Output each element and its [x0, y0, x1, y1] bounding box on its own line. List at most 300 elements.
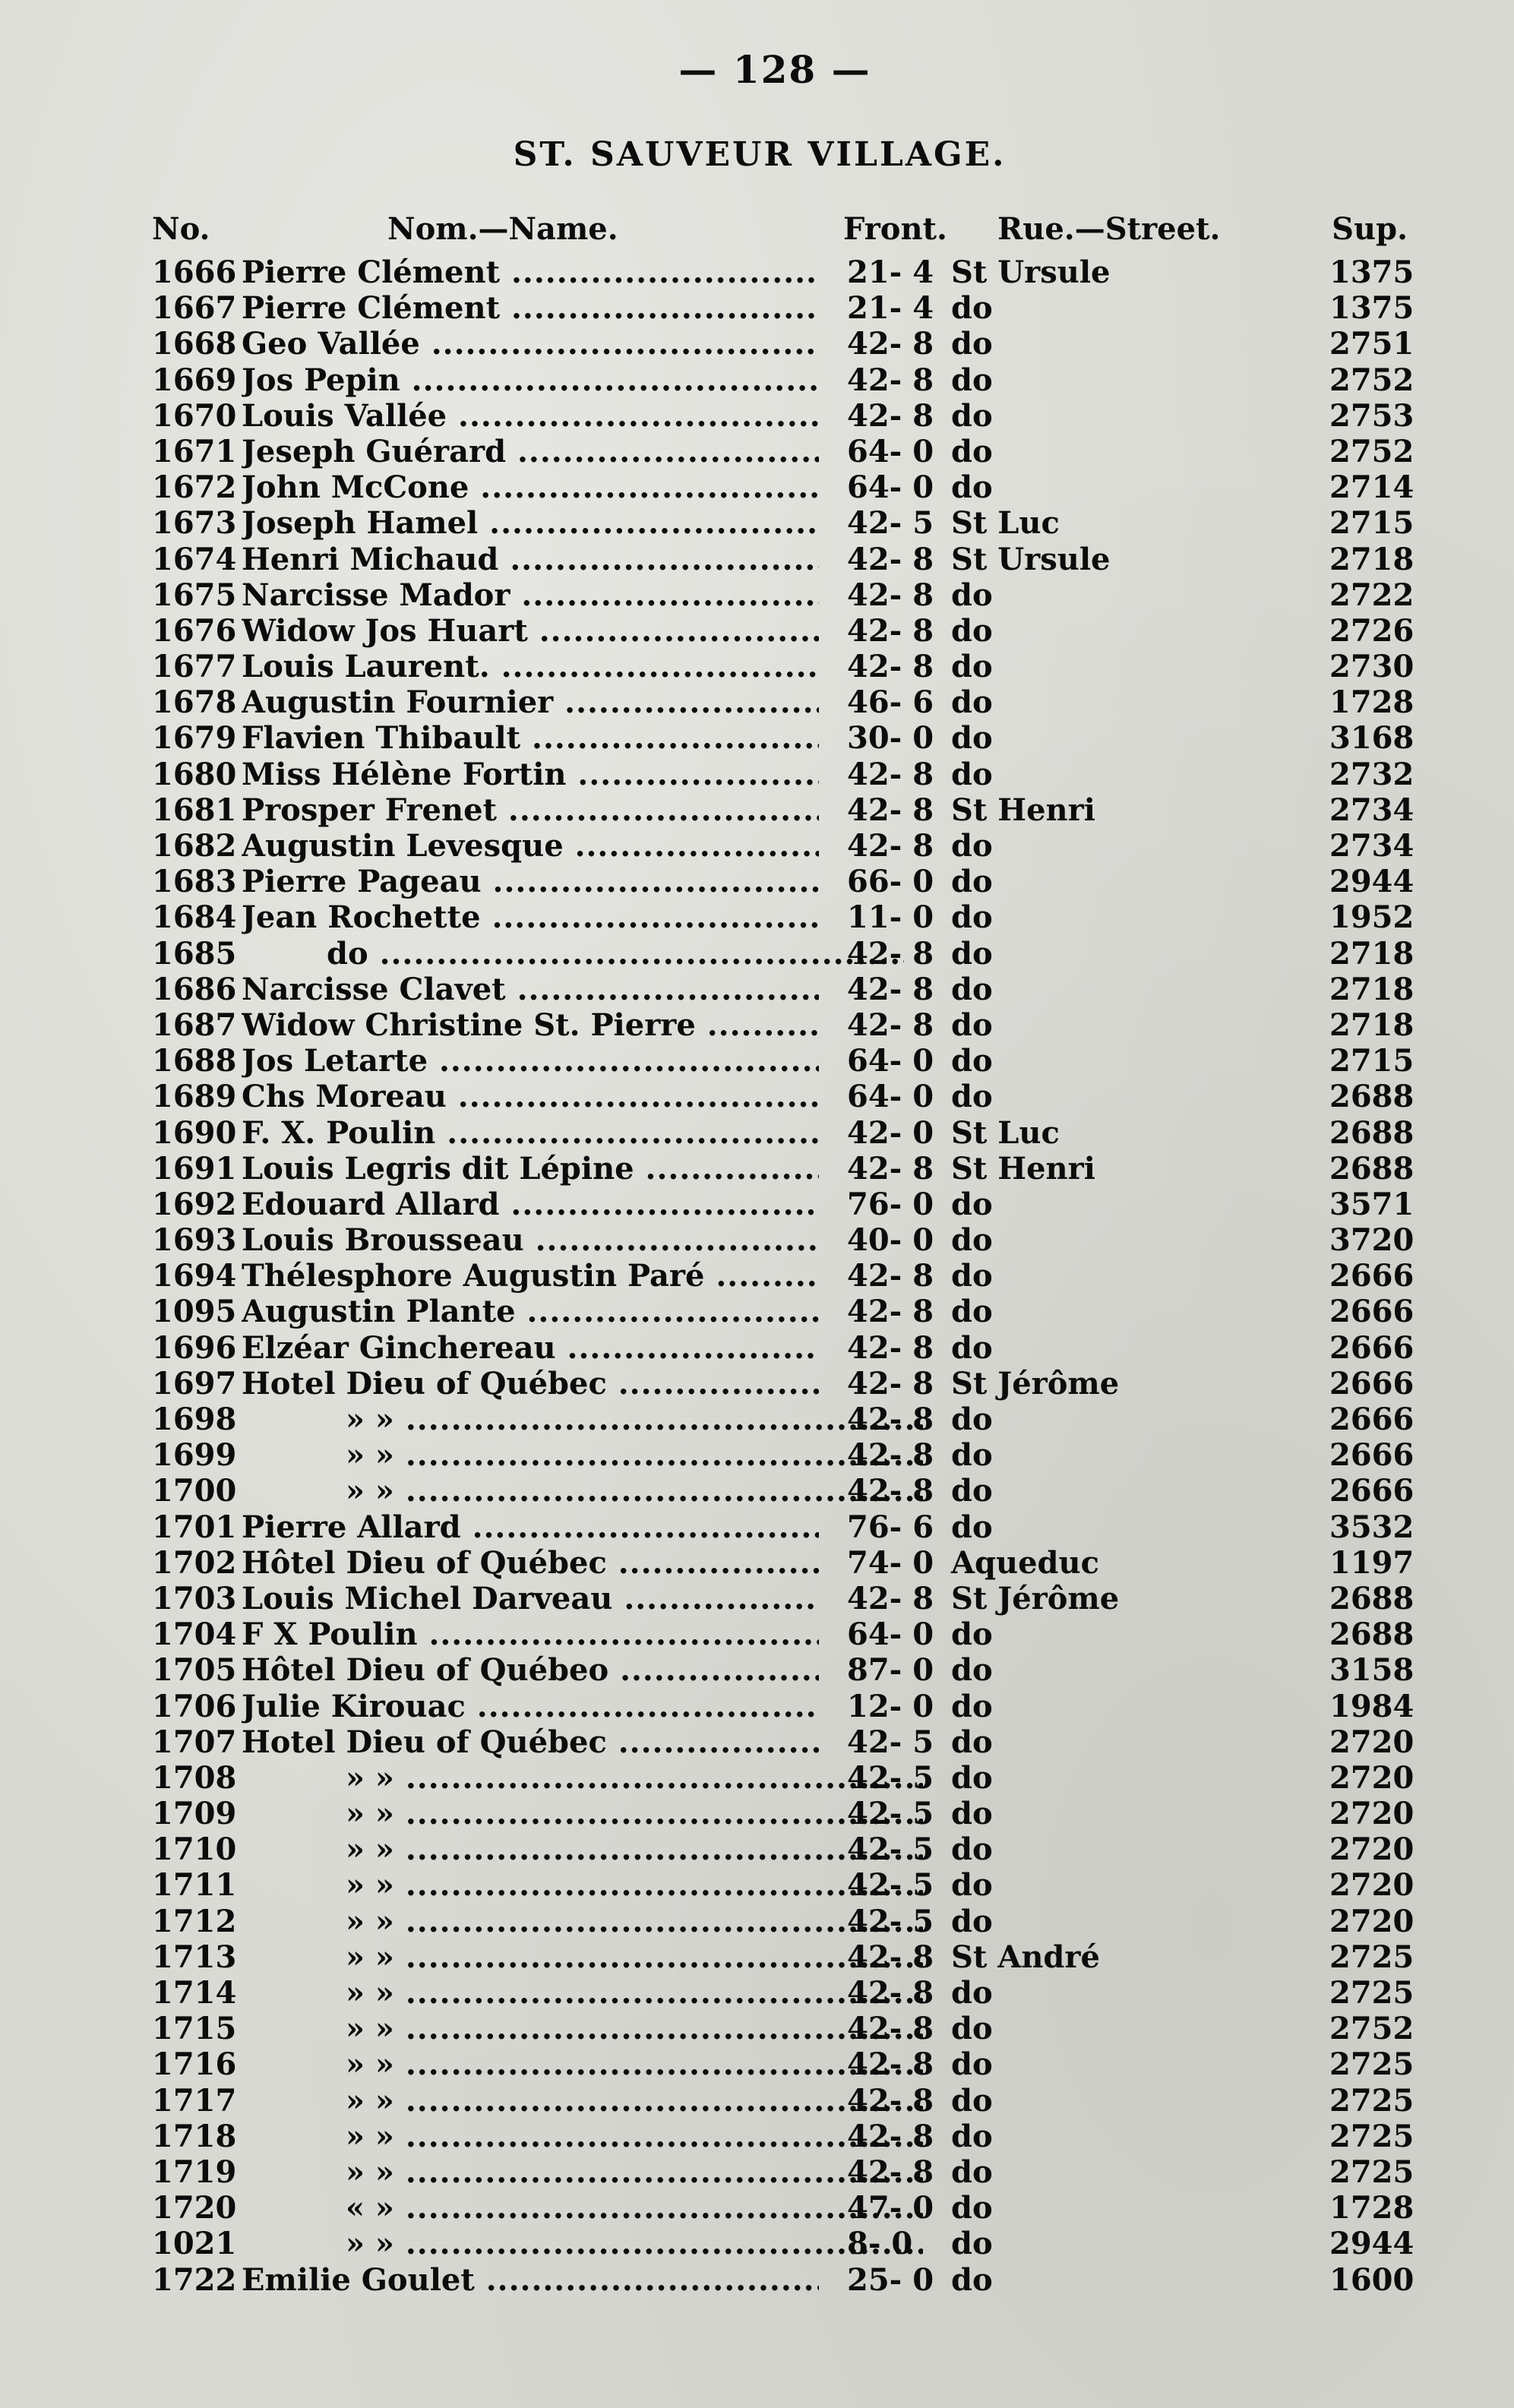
- row-street: do: [951, 1402, 993, 1437]
- row-sup: 2666: [1329, 1294, 1414, 1330]
- row-sup: 2720: [1329, 1796, 1414, 1832]
- row-front: 11- 0: [847, 899, 934, 936]
- table-row: [0, 2262, 1514, 2298]
- row-street: do: [951, 1509, 993, 1545]
- row-front: 42- 8: [847, 1294, 934, 1330]
- row-street: St Henri: [951, 792, 1095, 828]
- row-name: Henri Michaud .....: [242, 542, 819, 577]
- row-street: St Luc: [951, 505, 1060, 542]
- row-sup: 2666: [1329, 1258, 1414, 1294]
- table-row: [0, 2226, 1514, 2261]
- table-row: [0, 1007, 1514, 1043]
- row-street: do: [951, 2082, 993, 2119]
- row-sup: 2726: [1329, 612, 1414, 649]
- table-row: [0, 1151, 1514, 1187]
- row-street: St Jérôme: [951, 1365, 1120, 1402]
- row-sup: 2722: [1329, 577, 1414, 613]
- row-number: 1710: [152, 1831, 237, 1868]
- row-name: » » .....: [346, 1760, 923, 1796]
- row-number: 1701: [152, 1509, 237, 1545]
- row-sup: 2720: [1329, 1724, 1414, 1760]
- row-street: do: [951, 684, 993, 721]
- row-street: do: [951, 469, 993, 506]
- table-row: [0, 792, 1514, 828]
- row-number: 1675: [152, 577, 237, 613]
- row-front: 42- 0: [847, 1114, 934, 1151]
- table-row: [0, 1402, 1514, 1437]
- row-number: 1679: [152, 720, 237, 757]
- row-front: 21- 4: [847, 254, 934, 290]
- row-front: 42- 8: [847, 397, 934, 434]
- row-number: 1714: [152, 1975, 237, 2011]
- row-sup: 2725: [1329, 1939, 1414, 1975]
- table-row: [0, 1939, 1514, 1975]
- row-number: 1705: [152, 1652, 237, 1689]
- page-title: ST. SAUVEUR VILLAGE.: [513, 135, 1007, 174]
- table-row: [0, 1616, 1514, 1652]
- table-row: [0, 649, 1514, 684]
- row-sup: 2666: [1329, 1329, 1414, 1366]
- row-sup: 2752: [1329, 433, 1414, 469]
- row-name: Narcisse Clavet .....: [242, 972, 819, 1007]
- row-name: Louis Laurent. .....: [242, 649, 819, 684]
- row-street: do: [951, 1006, 993, 1043]
- row-street: do: [951, 1796, 993, 1832]
- column-header-sup: Sup.: [1332, 211, 1408, 247]
- row-name: Pierre Pageau .....: [242, 864, 819, 899]
- row-front: 42- 8: [847, 971, 934, 1007]
- table-row: [0, 1904, 1514, 1939]
- row-name: Flavien Thibault .....: [242, 720, 819, 756]
- row-sup: 3532: [1329, 1509, 1414, 1545]
- row-number: 1719: [152, 2154, 237, 2190]
- row-number: 1671: [152, 433, 237, 469]
- row-front: 42- 8: [847, 326, 934, 362]
- row-front: 42- 8: [847, 1437, 934, 1474]
- table-row: [0, 1115, 1514, 1151]
- row-street: do: [951, 1616, 993, 1653]
- row-number: 1713: [152, 1939, 237, 1975]
- table-row: [0, 720, 1514, 756]
- row-street: do: [951, 649, 993, 685]
- row-sup: 1375: [1329, 290, 1414, 327]
- row-sup: 1600: [1329, 2261, 1414, 2298]
- row-sup: 1375: [1329, 254, 1414, 290]
- row-sup: 2720: [1329, 1903, 1414, 1939]
- row-street: do: [951, 935, 993, 972]
- row-number: 1674: [152, 541, 237, 577]
- table-row: [0, 1689, 1514, 1724]
- row-number: 1678: [152, 684, 237, 721]
- row-number: 1684: [152, 899, 237, 936]
- row-number: 1700: [152, 1473, 237, 1509]
- row-front: 42- 8: [847, 1939, 934, 1975]
- row-name: Thélesphore Augustin Paré .....: [242, 1258, 819, 1294]
- row-sup: 3158: [1329, 1652, 1414, 1689]
- table-row: [0, 1652, 1514, 1688]
- table-row: [0, 899, 1514, 935]
- row-sup: 2715: [1329, 1043, 1414, 1079]
- row-name: « » .....: [346, 2190, 923, 2226]
- row-front: 42- 8: [847, 756, 934, 792]
- row-number: 1680: [152, 756, 237, 792]
- row-name: Augustin Plante .....: [242, 1294, 819, 1329]
- row-sup: 2944: [1329, 864, 1414, 900]
- row-number: 1670: [152, 397, 237, 434]
- row-number: 1722: [152, 2261, 237, 2298]
- row-number: 1676: [152, 612, 237, 649]
- row-name: Jean Rochette .....: [242, 899, 819, 935]
- row-front: 42- 8: [847, 1006, 934, 1043]
- table-row: [0, 362, 1514, 398]
- table-row: [0, 1724, 1514, 1760]
- table-row: [0, 1258, 1514, 1294]
- row-front: 64- 0: [847, 1079, 934, 1115]
- row-street: do: [951, 577, 993, 613]
- row-number: 1699: [152, 1437, 237, 1474]
- row-front: 42- 8: [847, 828, 934, 864]
- table-row: [0, 1581, 1514, 1616]
- table-row: [0, 1796, 1514, 1831]
- row-name: do .....: [327, 936, 904, 972]
- row-street: do: [951, 1437, 993, 1474]
- row-front: 42- 5: [847, 1831, 934, 1868]
- table-row: [0, 1437, 1514, 1473]
- table-row: [0, 434, 1514, 469]
- table-row: [0, 326, 1514, 362]
- row-name: » » .....: [346, 1939, 923, 1975]
- row-street: do: [951, 1294, 993, 1330]
- row-sup: 2725: [1329, 2046, 1414, 2083]
- table-row: [0, 2154, 1514, 2190]
- row-sup: 2688: [1329, 1580, 1414, 1616]
- row-front: 42- 8: [847, 1975, 934, 2011]
- table-row: [0, 972, 1514, 1007]
- row-number: 1709: [152, 1796, 237, 1832]
- row-sup: 2944: [1329, 2226, 1414, 2262]
- row-number: 1095: [152, 1294, 237, 1330]
- row-number: 1691: [152, 1150, 237, 1187]
- row-front: 40- 0: [847, 1222, 934, 1259]
- table-row: [0, 542, 1514, 577]
- row-name: F. X. Poulin .....: [242, 1115, 819, 1151]
- ledger-table: [0, 254, 1514, 2298]
- row-sup: 2666: [1329, 1402, 1414, 1437]
- row-name: » » .....: [346, 2046, 923, 2082]
- row-street: do: [951, 612, 993, 649]
- row-number: 1720: [152, 2190, 237, 2226]
- row-front: 42- 8: [847, 1329, 934, 1366]
- row-sup: 2688: [1329, 1114, 1414, 1151]
- row-number: 1667: [152, 290, 237, 327]
- row-name: » » .....: [346, 1867, 923, 1903]
- row-number: 1706: [152, 1688, 237, 1724]
- row-name: Louis Michel Darveau .....: [242, 1581, 819, 1616]
- row-street: St Henri: [951, 1150, 1095, 1187]
- row-name: Chs Moreau .....: [242, 1079, 819, 1114]
- row-number: 1698: [152, 1402, 237, 1437]
- row-name: Hôtel Dieu of Québeo .....: [242, 1652, 819, 1688]
- row-name: Narcisse Mador .....: [242, 577, 819, 613]
- table-row: [0, 1043, 1514, 1079]
- row-front: 42- 8: [847, 2046, 934, 2083]
- row-sup: 2752: [1329, 2011, 1414, 2047]
- row-name: John McCone .....: [242, 469, 819, 505]
- row-number: 1692: [152, 1186, 237, 1222]
- row-front: 64- 0: [847, 433, 934, 469]
- row-front: 42- 8: [847, 577, 934, 613]
- row-sup: 2720: [1329, 1867, 1414, 1904]
- row-name: » » .....: [346, 1831, 923, 1867]
- row-front: 42- 8: [847, 1258, 934, 1294]
- row-sup: 3571: [1329, 1186, 1414, 1222]
- row-front: 42- 5: [847, 1796, 934, 1832]
- row-number: 1718: [152, 2118, 237, 2154]
- page-number: — 128 —: [678, 47, 871, 92]
- row-front: 42- 8: [847, 1580, 934, 1616]
- row-sup: 3168: [1329, 720, 1414, 757]
- row-street: do: [951, 433, 993, 469]
- row-sup: 2715: [1329, 505, 1414, 542]
- table-row: [0, 864, 1514, 899]
- row-sup: 2752: [1329, 362, 1414, 398]
- row-number: 1687: [152, 1006, 237, 1043]
- row-sup: 1984: [1329, 1688, 1414, 1724]
- row-street: do: [951, 1759, 993, 1796]
- row-name: » » .....: [346, 1904, 923, 1939]
- row-number: 1685: [152, 935, 237, 972]
- row-front: 25- 0: [847, 2261, 934, 2298]
- row-street: do: [951, 1724, 993, 1760]
- row-street: do: [951, 971, 993, 1007]
- row-front: 8- 0: [847, 2226, 913, 2262]
- row-sup: 2720: [1329, 1831, 1414, 1868]
- row-number: 1703: [152, 1580, 237, 1616]
- row-number: 1683: [152, 864, 237, 900]
- row-sup: 2688: [1329, 1150, 1414, 1187]
- row-name: » » .....: [346, 1402, 923, 1437]
- row-sup: 2725: [1329, 1975, 1414, 2011]
- row-street: do: [951, 397, 993, 434]
- row-front: 47- 0: [847, 2190, 934, 2226]
- row-front: 42- 5: [847, 505, 934, 542]
- row-name: Jos Pepin .....: [242, 362, 819, 398]
- row-front: 42- 8: [847, 362, 934, 398]
- row-number: 1672: [152, 469, 237, 506]
- row-street: do: [951, 1903, 993, 1939]
- row-name: » » .....: [346, 1975, 923, 2011]
- row-name: » » .....: [346, 2154, 923, 2190]
- row-name: Widow Christine St. Pierre .....: [242, 1007, 819, 1043]
- table-row: [0, 1330, 1514, 1366]
- row-street: do: [951, 1329, 993, 1366]
- row-sup: 2720: [1329, 1759, 1414, 1796]
- table-row: [0, 1509, 1514, 1545]
- row-street: do: [951, 2261, 993, 2298]
- row-sup: 2725: [1329, 2118, 1414, 2154]
- row-sup: 1728: [1329, 684, 1414, 721]
- row-name: Pierre Clément .....: [242, 254, 819, 290]
- row-name: Geo Vallée .....: [242, 326, 819, 362]
- row-sup: 1952: [1329, 899, 1414, 936]
- row-street: do: [951, 756, 993, 792]
- row-street: St André: [951, 1939, 1100, 1975]
- row-sup: 2666: [1329, 1473, 1414, 1509]
- row-front: 42- 5: [847, 1759, 934, 1796]
- column-header-name: Nom.—Name.: [387, 211, 618, 247]
- row-number: 1668: [152, 326, 237, 362]
- table-row: [0, 684, 1514, 720]
- row-front: 42- 8: [847, 612, 934, 649]
- row-name: » » .....: [346, 1437, 923, 1473]
- row-number: 1690: [152, 1114, 237, 1151]
- row-street: do: [951, 2011, 993, 2047]
- row-number: 1673: [152, 505, 237, 542]
- row-street: do: [951, 2190, 993, 2226]
- row-front: 64- 0: [847, 469, 934, 506]
- row-name: Jeseph Guérard .....: [242, 434, 819, 469]
- row-street: do: [951, 2226, 993, 2262]
- row-street: do: [951, 362, 993, 398]
- row-name: F X Poulin .....: [242, 1616, 819, 1652]
- row-name: Joseph Hamel .....: [242, 505, 819, 541]
- table-row: [0, 1760, 1514, 1796]
- row-name: Augustin Fournier .....: [242, 684, 819, 720]
- table-row: [0, 1366, 1514, 1402]
- row-sup: 2718: [1329, 935, 1414, 972]
- row-number: 1666: [152, 254, 237, 290]
- row-sup: 2718: [1329, 1006, 1414, 1043]
- table-row: [0, 2083, 1514, 2119]
- row-name: Elzéar Ginchereau .....: [242, 1330, 819, 1366]
- row-number: 1689: [152, 1079, 237, 1115]
- row-number: 1681: [152, 792, 237, 828]
- row-sup: 2714: [1329, 469, 1414, 506]
- row-sup: 2718: [1329, 971, 1414, 1007]
- row-front: 42- 8: [847, 2082, 934, 2119]
- row-number: 1669: [152, 362, 237, 398]
- table-row: [0, 1867, 1514, 1903]
- row-street: St Luc: [951, 1114, 1060, 1151]
- row-front: 42- 8: [847, 792, 934, 828]
- table-row: [0, 398, 1514, 434]
- row-front: 42- 8: [847, 541, 934, 577]
- row-number: 1708: [152, 1759, 237, 1796]
- row-number: 1694: [152, 1258, 237, 1294]
- row-front: 42- 8: [847, 1365, 934, 1402]
- table-row: [0, 1187, 1514, 1222]
- row-name: Pierre Clément .....: [242, 290, 819, 326]
- row-sup: 3720: [1329, 1222, 1414, 1259]
- row-front: 64- 0: [847, 1043, 934, 1079]
- table-row: [0, 2190, 1514, 2226]
- row-street: do: [951, 1222, 993, 1259]
- row-name: Edouard Allard .....: [242, 1187, 819, 1222]
- row-street: do: [951, 720, 993, 757]
- row-street: do: [951, 2154, 993, 2190]
- row-front: 42- 8: [847, 649, 934, 685]
- row-name: Louis Brousseau .....: [242, 1222, 819, 1258]
- row-street: do: [951, 290, 993, 327]
- column-header-front: Front.: [843, 211, 947, 247]
- row-front: 42- 8: [847, 2154, 934, 2190]
- row-number: 1688: [152, 1043, 237, 1079]
- row-front: 42- 8: [847, 935, 934, 972]
- row-front: 76- 0: [847, 1186, 934, 1222]
- row-street: do: [951, 864, 993, 900]
- row-street: do: [951, 1652, 993, 1689]
- row-street: do: [951, 1867, 993, 1904]
- table-row: [0, 2046, 1514, 2082]
- row-front: 42- 5: [847, 1867, 934, 1904]
- row-front: 42- 5: [847, 1903, 934, 1939]
- row-name: » » .....: [346, 2011, 923, 2046]
- column-header-no: No.: [152, 211, 210, 247]
- table-row: [0, 1222, 1514, 1258]
- row-street: St Ursule: [951, 541, 1111, 577]
- row-number: 1693: [152, 1222, 237, 1259]
- row-number: 1697: [152, 1365, 237, 1402]
- row-number: 1021: [152, 2226, 237, 2262]
- row-street: do: [951, 899, 993, 936]
- row-name: » » .....: [346, 2083, 923, 2119]
- row-front: 21- 4: [847, 290, 934, 327]
- table-row: [0, 1975, 1514, 2011]
- row-sup: 2688: [1329, 1079, 1414, 1115]
- table-row: [0, 469, 1514, 505]
- table-row: [0, 290, 1514, 326]
- row-name: Hotel Dieu of Québec .....: [242, 1724, 819, 1760]
- row-street: do: [951, 1186, 993, 1222]
- row-street: St Ursule: [951, 254, 1111, 290]
- row-name: Julie Kirouac .....: [242, 1689, 819, 1724]
- row-front: 42- 8: [847, 2118, 934, 2154]
- row-sup: 2666: [1329, 1365, 1414, 1402]
- row-front: 74- 0: [847, 1544, 934, 1581]
- row-street: do: [951, 2046, 993, 2083]
- row-name: Augustin Levesque .....: [242, 828, 819, 864]
- row-street: do: [951, 1473, 993, 1509]
- row-front: 66- 0: [847, 864, 934, 900]
- row-front: 42- 8: [847, 1402, 934, 1437]
- row-number: 1716: [152, 2046, 237, 2083]
- row-street: do: [951, 828, 993, 864]
- row-street: do: [951, 2118, 993, 2154]
- row-number: 1696: [152, 1329, 237, 1366]
- row-street: do: [951, 1975, 993, 2011]
- row-front: 87- 0: [847, 1652, 934, 1689]
- row-name: Louis Legris dit Lépine .....: [242, 1151, 819, 1187]
- row-name: Miss Hélène Fortin .....: [242, 757, 819, 792]
- row-street: do: [951, 1258, 993, 1294]
- row-name: » » .....: [346, 1473, 923, 1509]
- row-number: 1682: [152, 828, 237, 864]
- table-row: [0, 1831, 1514, 1867]
- row-number: 1712: [152, 1903, 237, 1939]
- row-front: 46- 6: [847, 684, 934, 721]
- row-street: do: [951, 1043, 993, 1079]
- row-name: Hôtel Dieu of Québec .....: [242, 1545, 819, 1581]
- table-row: [0, 577, 1514, 613]
- row-sup: 2666: [1329, 1437, 1414, 1474]
- row-name: Louis Vallée .....: [242, 398, 819, 434]
- row-sup: 2753: [1329, 397, 1414, 434]
- table-row: [0, 1545, 1514, 1581]
- row-street: do: [951, 1831, 993, 1868]
- row-front: 30- 0: [847, 720, 934, 757]
- table-row: [0, 2011, 1514, 2046]
- row-name: Emilie Goulet .....: [242, 2262, 819, 2298]
